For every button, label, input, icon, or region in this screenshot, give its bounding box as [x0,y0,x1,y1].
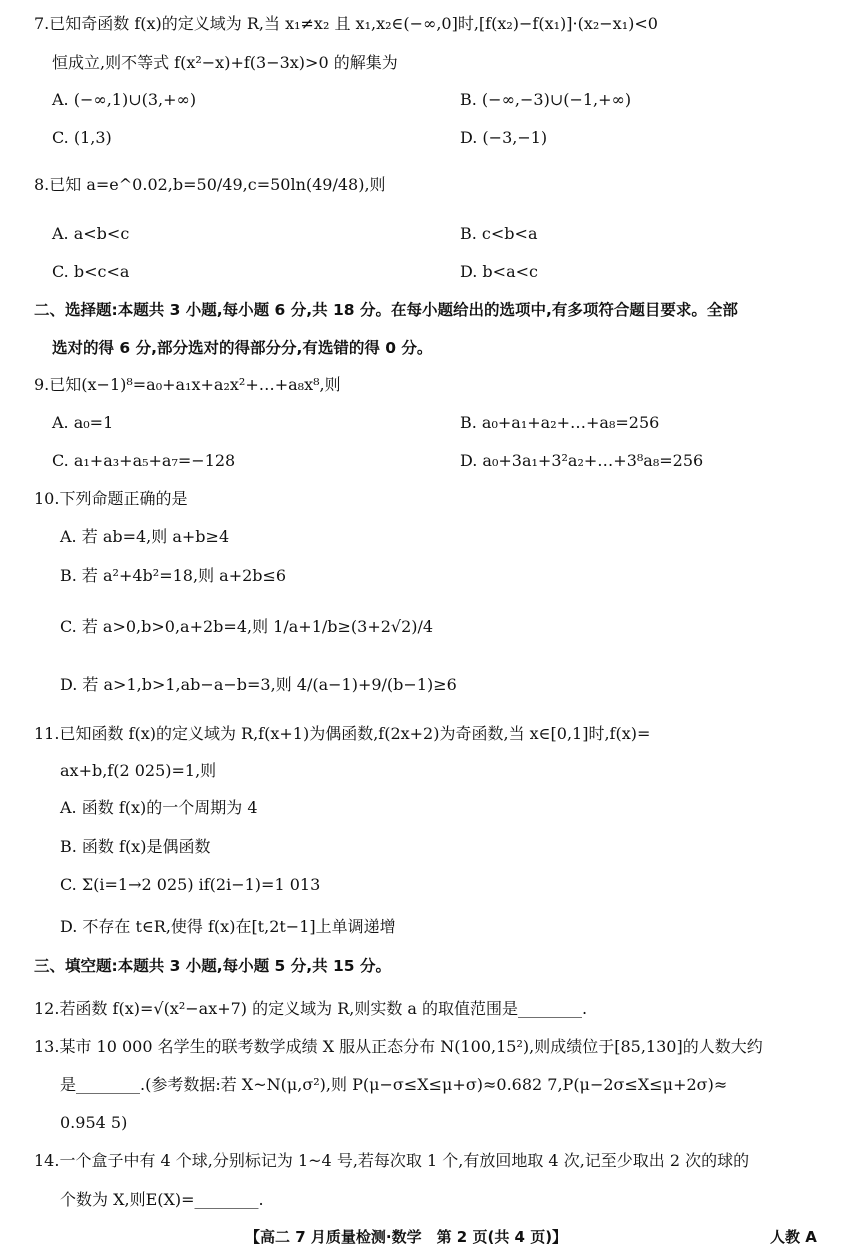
q10-option-d: D. 若 a>1,b>1,ab−a−b=3,则 4/(a−1)+9/(b−1)≥6 [60,675,457,694]
q7-option-b: B. (−∞,−3)∪(−1,+∞) [460,90,632,109]
section3-heading: 三、填空题:本题共 3 小题,每小题 5 分,共 15 分。 [34,957,391,975]
q11-option-d: D. 不存在 t∈R,使得 f(x)在[t,2t−1]上单调递增 [60,917,396,936]
q9-option-d: D. a₀+3a₁+3²a₂+…+3⁸a₈=256 [460,451,704,470]
q11-option-a: A. 函数 f(x)的一个周期为 4 [60,798,258,817]
q7-option-a: A. (−∞,1)∪(3,+∞) [52,90,197,109]
q11-stem-line1: 11.已知函数 f(x)的定义域为 R,f(x+1)为偶函数,f(2x+2)为奇函数,当 x∈[0,1]时,f(x)= [34,724,651,743]
q9-option-b: B. a₀+a₁+a₂+…+a₈=256 [460,413,660,432]
q10-option-a: A. 若 ab=4,则 a+b≥4 [60,527,230,546]
q13-text-line2: 是________.(参考数据:若 X~N(μ,σ²),则 P(μ−σ≤X≤μ+σ)≈0.682 7,P(μ−2σ≤X≤μ+2σ)≈ [60,1075,728,1094]
q11-stem-line2: ax+b,f(2 025)=1,则 [60,761,217,780]
section2-heading-line1: 二、选择题:本题共 3 小题,每小题 6 分,共 18 分。在每小题给出的选项中,有多项符合题目要求。全部 [34,301,738,319]
q8-option-d: D. b<a<c [460,262,538,281]
q8-stem: 8.已知 a=e^0.02,b=50/49,c=50ln(49/48),则 [34,175,386,194]
q10-option-b: B. 若 a²+4b²=18,则 a+2b≤6 [60,566,287,585]
footer-page-info: 【高二 7 月质量检测·数学 第 2 页(共 4 页)】 [245,1228,568,1246]
q7-stem-line1: 7.已知奇函数 f(x)的定义域为 R,当 x₁≠x₂ 且 x₁,x₂∈(−∞,0]时,[f(x₂)−f(x₁)]·(x₂−x₁)<0 [34,14,658,33]
q11-option-c: C. Σ(i=1→2 025) if(2i−1)=1 013 [60,875,321,894]
q10-option-c: C. 若 a>0,b>0,a+2b=4,则 1/a+1/b≥(3+2√2)/4 [60,617,434,636]
q8-option-a: A. a<b<c [52,224,130,243]
q7-stem-line2: 恒成立,则不等式 f(x²−x)+f(3−3x)>0 的解集为 [52,53,398,72]
section2-heading-line2: 选对的得 6 分,部分选对的得部分分,有选错的得 0 分。 [52,339,433,357]
q9-option-c: C. a₁+a₃+a₅+a₇=−128 [52,451,236,470]
q13-text-line3: 0.954 5) [60,1113,128,1132]
q11-option-b: B. 函数 f(x)是偶函数 [60,837,211,856]
q13-text-line1: 13.某市 10 000 名学生的联考数学成绩 X 服从正态分布 N(100,15²),则成绩位于[85,130]的人数大约 [34,1037,763,1056]
q14-text-line1: 14.一个盒子中有 4 个球,分别标记为 1~4 号,若每次取 1 个,有放回地取 4 次,记至少取出 2 次的球的 [34,1151,750,1170]
q7-option-c: C. (1,3) [52,128,112,147]
q8-option-c: C. b<c<a [52,262,130,281]
q9-option-a: A. a₀=1 [52,413,114,432]
q14-text-line2: 个数为 X,则E(X)=________. [60,1190,264,1209]
q9-stem: 9.已知(x−1)⁸=a₀+a₁x+a₂x²+…+a₈x⁸,则 [34,375,341,394]
q7-option-d: D. (−3,−1) [460,128,548,147]
footer-edition: 人教 A [770,1228,817,1246]
q12-text: 12.若函数 f(x)=√(x²−ax+7) 的定义域为 R,则实数 a 的取值范围是________. [34,999,588,1018]
q8-option-b: B. c<b<a [460,224,538,243]
q10-stem: 10.下列命题正确的是 [34,489,188,508]
